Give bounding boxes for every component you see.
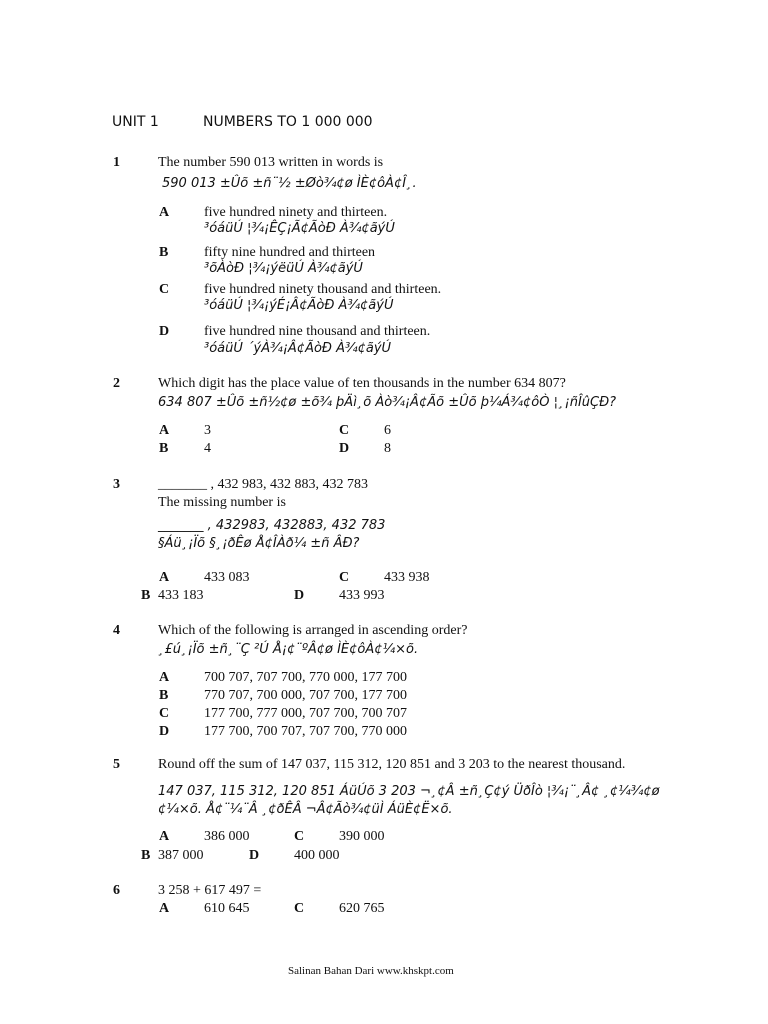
option-letter: B (159, 441, 169, 456)
unit-title: NUMBERS TO 1 000 000 (203, 114, 373, 130)
question-text: 3 258 + 617 497 = (158, 883, 262, 898)
option-letter: A (159, 570, 170, 585)
option-text: 177 700, 700 707, 707 700, 770 000 (204, 724, 407, 739)
question-text: Round off the sum of 147 037, 115 312, 120 851 and 3 203 to the nearest thousand. (158, 757, 626, 772)
option-text-alt: ³õÀòÐ ¦¾¡ýëüÚ À¾¢ãýÚ (204, 261, 363, 276)
option-text: 400 000 (294, 848, 340, 863)
question-text: _______ , 432 983, 432 883, 432 783 (158, 477, 368, 492)
option-letter: B (141, 588, 151, 603)
option-letter: C (339, 570, 350, 585)
option-letter: D (159, 724, 170, 739)
question-text-alt: 590 013 ±Ûõ ±ñ¨½ ±Øò¾¢ø ÌÈ¢ôÀ¢Î¸. (162, 176, 417, 191)
option-text: 433 183 (158, 588, 204, 603)
option-text: five hundred ninety and thirteen. (204, 205, 388, 220)
option-letter: A (159, 670, 170, 685)
question-text: Which of the following is arranged in ascending order? (158, 623, 468, 638)
option-letter: C (159, 282, 170, 297)
option-text: 610 645 (204, 901, 250, 916)
option-letter: C (339, 423, 350, 438)
option-letter: A (159, 205, 170, 220)
option-letter: A (159, 829, 170, 844)
option-letter: D (159, 324, 170, 339)
option-letter: C (294, 901, 305, 916)
option-text-alt: ³óáüÚ ¦¾¡ÊÇ¡Ã¢ÃòÐ À¾¢ãýÚ (204, 221, 395, 236)
option-text: 3 (204, 423, 211, 438)
option-text: 433 938 (384, 570, 430, 585)
question-text: The missing number is (158, 495, 286, 510)
question-text-alt: 634 807 ±Ûõ ±ñ½¢ø ±õ¾ þÄì¸õ Àò¾¡Â¢Ãõ ±Ûõ þ¼Á¾¢ôÒ ¦¸¡ñÎûÇÐ? (158, 395, 617, 410)
option-text: 4 (204, 441, 211, 456)
option-letter: D (249, 848, 260, 863)
option-text: 770 707, 700 000, 707 700, 177 700 (204, 688, 407, 703)
option-text-alt: ³óáüÚ ¦¾¡ýÉ¡Â¢ÃòÐ À¾¢ãýÚ (204, 298, 394, 313)
option-text: 386 000 (204, 829, 250, 844)
option-text: 387 000 (158, 848, 204, 863)
option-text: 390 000 (339, 829, 385, 844)
option-letter: B (141, 848, 151, 863)
unit-label: UNIT 1 (112, 114, 159, 130)
question-number: 6 (113, 883, 120, 898)
question-number: 1 (113, 155, 120, 170)
option-letter: A (159, 423, 170, 438)
option-text: 700 707, 707 700, 770 000, 177 700 (204, 670, 407, 685)
option-text: 433 993 (339, 588, 385, 603)
option-letter: D (294, 588, 305, 603)
question-text-alt: ¢¼×õ. Å¢¨¼¨Â ¸¢ðÊÂ ¬Â¢Ãò¾¢üÌ ÁüÈ¢Ë×õ. (158, 802, 453, 817)
question-text: Which digit has the place value of ten thousands in the number 634 807? (158, 376, 566, 391)
question-number: 2 (113, 376, 120, 391)
option-text: fifty nine hundred and thirteen (204, 245, 376, 260)
option-letter: D (339, 441, 350, 456)
question-text-alt: §Áü¸¡Ïõ §¸¡ðÊø Å¢ÎÀð¼ ±ñ ÂÐ? (158, 536, 360, 551)
option-letter: B (159, 688, 169, 703)
option-text: 433 083 (204, 570, 250, 585)
question-text-alt: _______ , 432983, 432883, 432 783 (158, 518, 386, 533)
question-number: 5 (113, 757, 120, 772)
option-letter: C (294, 829, 305, 844)
page-footer: Salinan Bahan Dari www.khskpt.com (288, 965, 454, 977)
option-letter: A (159, 901, 170, 916)
question-number: 4 (113, 623, 120, 638)
question-number: 3 (113, 477, 120, 492)
option-text: 8 (384, 441, 391, 456)
option-text: 620 765 (339, 901, 385, 916)
option-letter: C (159, 706, 170, 721)
option-text: five hundred nine thousand and thirteen. (204, 324, 431, 339)
question-text: The number 590 013 written in words is (158, 155, 384, 170)
option-text-alt: ³óáüÚ ´ýÀ¾¡Â¢ÃòÐ À¾¢ãýÚ (204, 341, 392, 356)
option-text: 177 700, 777 000, 707 700, 700 707 (204, 706, 407, 721)
option-text: 6 (384, 423, 391, 438)
option-text: five hundred ninety thousand and thirteen. (204, 282, 442, 297)
question-text-alt: ¸£ú¸¡Ïõ ±ñ¸¨Ç ²Ú Å¡¢¨ºÂ¢ø ÌÈ¢ôÀ¢¼×õ. (158, 642, 419, 657)
option-letter: B (159, 245, 169, 260)
question-text-alt: 147 037, 115 312, 120 851 ÁüÚõ 3 203 ¬¸¢Â ±ñ¸Ç¢ý ÜðÎò ¦¾¡¨¸Â¢ ¸¢¼¾¢ø (158, 784, 660, 799)
